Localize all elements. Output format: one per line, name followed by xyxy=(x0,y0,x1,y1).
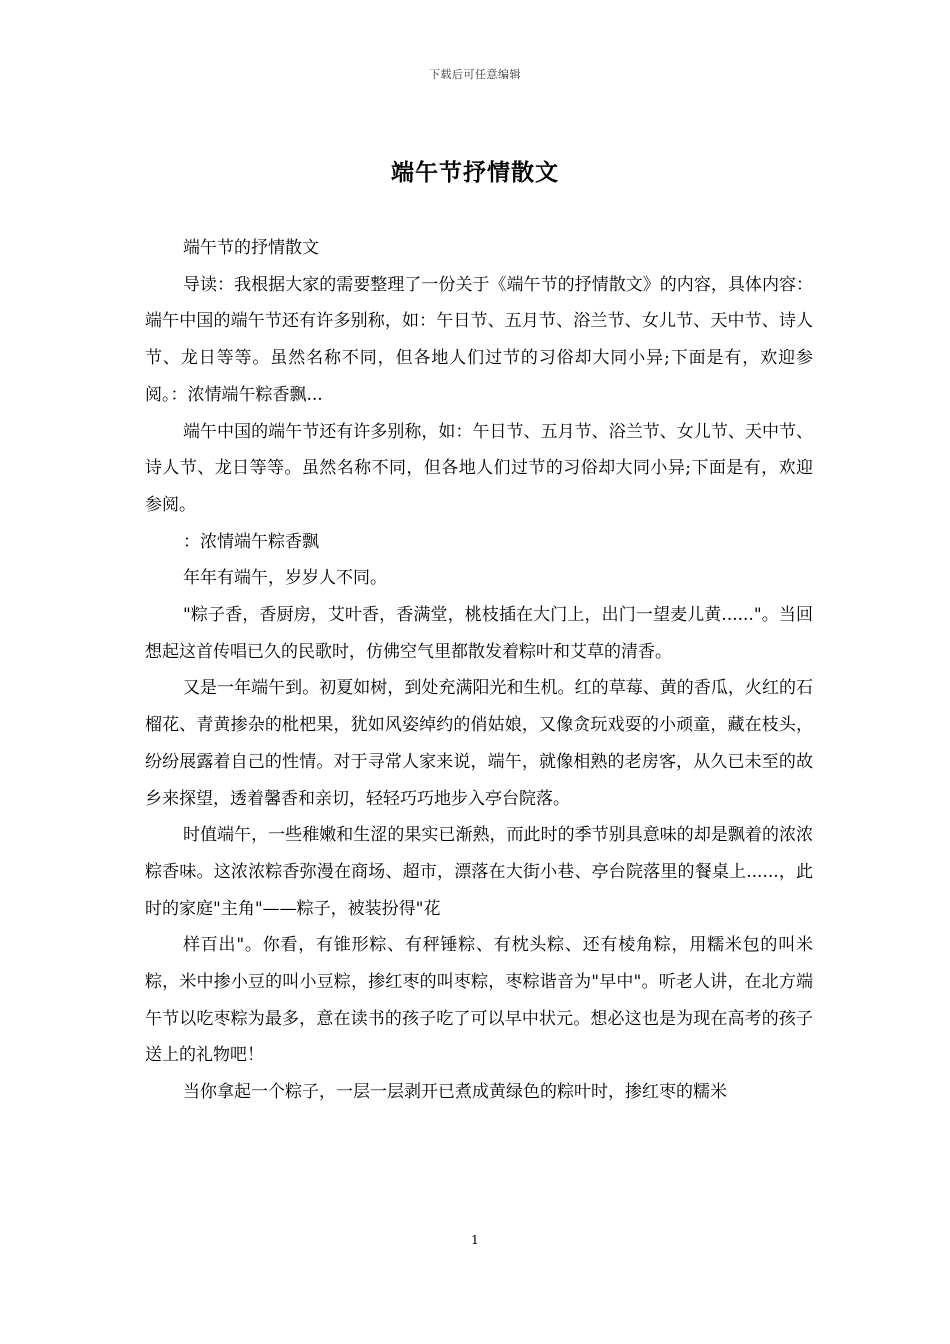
header-note: 下载后可任意编辑 xyxy=(429,68,521,81)
paragraph: 端午中国的端午节还有许多别称，如：午日节、五月节、浴兰节、女儿节、天中节、诗人节、龙日等等。虽然名称不同，但各地人们过节的习俗却大同小异;下面是有，欢迎参阅。 xyxy=(145,421,813,515)
paragraph: 又是一年端午到。初夏如树，到处充满阳光和生机。红的草莓、黄的香瓜，火红的石榴花、青黄掺杂的枇杷果，犹如风姿绰约的俏姑娘，又像贪玩戏耍的小顽童，藏在枝头，纷纷展露着自己的性情。对于寻常人家来说，端午，就像相熟的老房客，从久已未至的故乡来探望，透着馨香和亲切，轻轻巧巧地步入亭台院落。 xyxy=(145,678,813,809)
paragraph: "粽子香，香厨房，艾叶香，香满堂，桃枝插在大门上，出门一望麦儿黄......"。当回想起这首传唱已久的民歌时，仿佛空气里都散发着粽叶和艾草的清香。 xyxy=(145,605,813,662)
paragraph-subtitle: 端午节的抒情散文 xyxy=(183,238,319,258)
paragraph: 年年有端午，岁岁人不同。 xyxy=(183,568,387,589)
paragraph-intro: 导读：我根据大家的需要整理了一份关于《端午节的抒情散文》的内容，具体内容：端午中国的端午节还有许多别称，如：午日节、五月节、浴兰节、女儿节、天中节、诗人节、龙日等等。虽然名称不同，但各地人们过节的习俗却大同小异;下面是有，欢迎参阅。：浓情端午粽香飘... xyxy=(145,274,813,405)
paragraph-heading: ：浓情端午粽香飘 xyxy=(183,531,319,552)
paragraph: 当你拿起一个粽子，一层一层剥开已煮成黄绿色的粽叶时，掺红枣的糯米 xyxy=(183,1082,727,1103)
paragraph: 样百出"。你看，有锥形粽、有秤锤粽、有枕头粽、还有棱角粽，用糯米包的叫米粽，米中掺小豆的叫小豆粽，掺红枣的叫枣粽，枣粽谐音为"早中"。听老人讲，在北方端午节以吃枣粽为最多，意在读书的孩子吃了可以早中状元。想必这也是为现在高考的孩子送上的礼物吧！ xyxy=(145,935,813,1066)
page-number: 1 xyxy=(471,1233,479,1247)
paragraph: 时值端午，一些稚嫩和生涩的果实已渐熟，而此时的季节别具意味的却是飘着的浓浓粽香味。这浓浓粽香弥漫在商场、超市，漂落在大街小巷、亭台院落里的餐桌上......，此时的家庭"主角"——粽子，被装扮得"花 xyxy=(145,825,813,919)
document-body xyxy=(145,230,813,1111)
document-title: 端午节抒情散文 xyxy=(391,159,559,186)
